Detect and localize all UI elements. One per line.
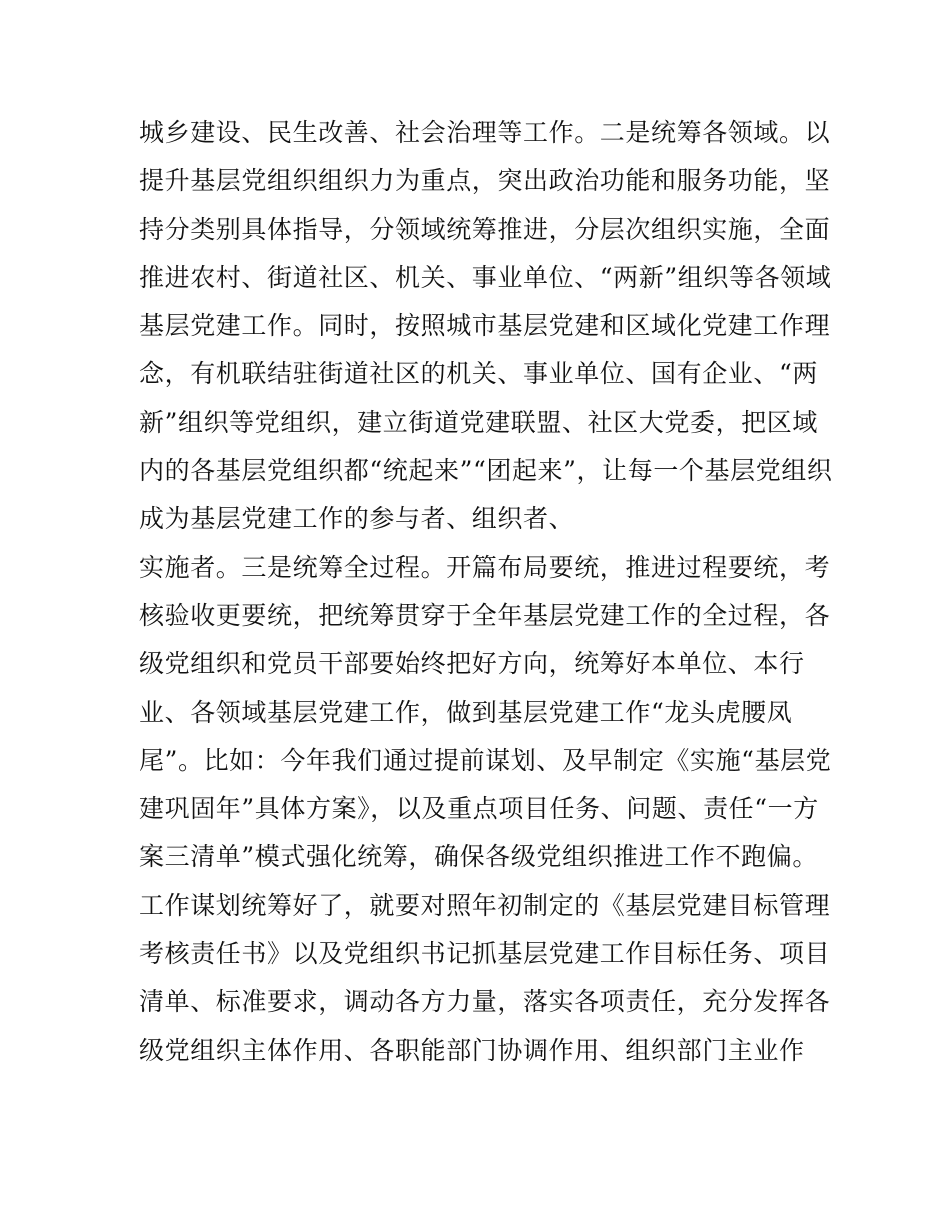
text-line: 实施者。三是统筹全过程。开篇布局要统，推进过程要统，考: [139, 552, 831, 582]
body-text: [139, 109, 833, 1075]
text-line: 持分类别具体指导，分领域统筹推进，分层次组织实施，全面: [139, 214, 831, 244]
text-line: 级党组织和党员干部要始终把好方向，统筹好本单位、本行: [139, 649, 805, 679]
text-line: 业、各领域基层党建工作，做到基层党建工作“龙头虎腰凤: [139, 697, 793, 727]
text-line: 基层党建工作。同时，按照城市基层党建和区域化党建工作理: [139, 311, 831, 341]
text-line: 成为基层党建工作的参与者、组织者、: [139, 504, 575, 534]
text-line: 新”组织等党组织，建立街道党建联盟、社区大党委，把区域: [139, 407, 818, 437]
text-line: 级党组织主体作用、各职能部门协调作用、组织部门主业作: [139, 1035, 805, 1065]
text-line: 建巩固年”具体方案》，以及重点项目任务、问题、责任“一方: [139, 794, 819, 824]
text-line: 工作谋划统筹好了，就要对照年初制定的《基层党建目标管理: [139, 890, 831, 920]
text-line: 清单、标准要求，调动各方力量，落实各项责任，充分发挥各: [139, 987, 831, 1017]
text-line: 城乡建设、民生改善、社会治理等工作。二是统筹各领域。以: [139, 118, 831, 147]
text-line: 核验收更要统，把统筹贯穿于全年基层党建工作的全过程，各: [139, 600, 831, 630]
text-line: 推进农村、街道社区、机关、事业单位、“两新”组织等各领域: [139, 262, 832, 292]
text-line: 考核责任书》以及党组织书记抓基层党建工作目标任务、项目: [139, 939, 831, 969]
text-line: 尾”。比如：今年我们通过提前谋划、及早制定《实施“基层党: [139, 745, 832, 775]
text-line: 内的各基层党组织都“统起来”“团起来”，让每一个基层党组织: [139, 456, 833, 486]
text-line: 念，有机联结驻街道社区的机关、事业单位、国有企业、“两: [139, 359, 818, 389]
text-line: 提升基层党组织组织力为重点，突出政治功能和服务功能，坚: [139, 166, 831, 196]
text-line: 案三清单”模式强化统筹，确保各级党组织推进工作不跑偏。: [139, 842, 818, 872]
